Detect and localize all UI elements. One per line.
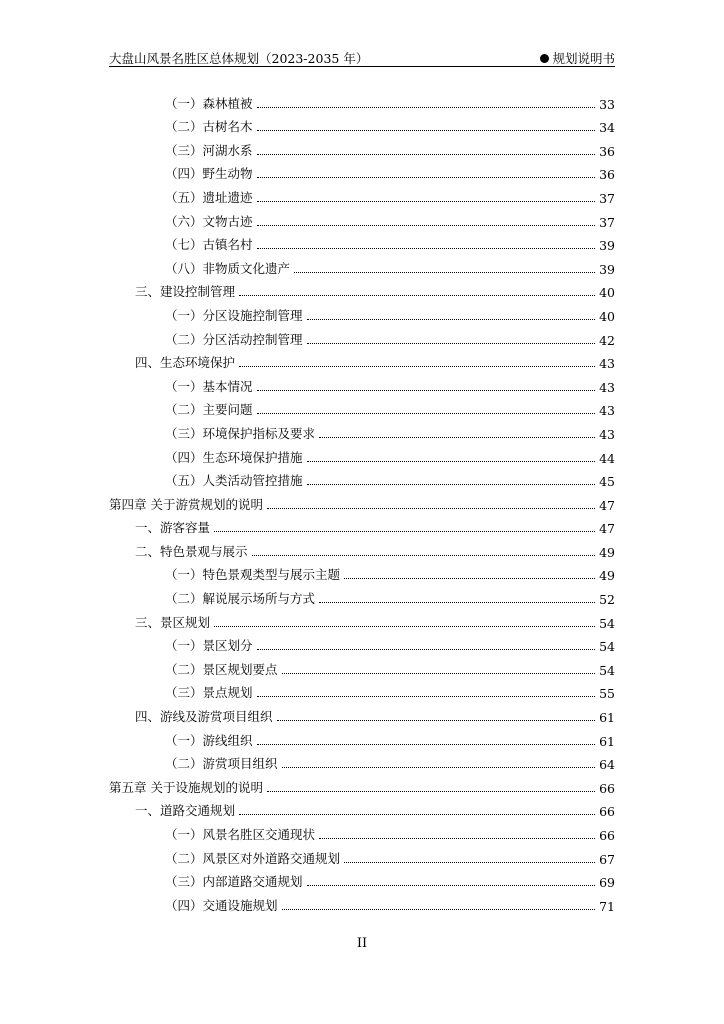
toc-entry-title: （七）古镇名村 bbox=[165, 237, 253, 253]
dot-leader bbox=[277, 720, 595, 721]
toc-entry[interactable] bbox=[109, 819, 615, 843]
toc-entry[interactable] bbox=[109, 489, 615, 513]
dot-leader bbox=[319, 602, 595, 603]
toc-entry-page: 44 bbox=[599, 450, 615, 466]
dot-leader bbox=[307, 885, 595, 886]
page-header bbox=[109, 44, 615, 67]
toc-entry-title: （八）非物质文化遗产 bbox=[165, 260, 291, 276]
dot-leader bbox=[257, 248, 595, 249]
toc-entry-page: 43 bbox=[599, 426, 615, 442]
toc-entry-title: （二）风景区对外道路交通规划 bbox=[165, 850, 341, 866]
toc-entry-title: （二）景区规划要点 bbox=[165, 661, 278, 677]
dot-leader bbox=[252, 555, 595, 556]
toc-entry[interactable] bbox=[109, 678, 615, 702]
toc-entry-title: （二）主要问题 bbox=[165, 402, 253, 418]
toc-entry[interactable] bbox=[109, 843, 615, 867]
toc-entry[interactable] bbox=[109, 796, 615, 820]
dot-leader bbox=[344, 578, 595, 579]
toc-entry-page: 61 bbox=[599, 710, 615, 726]
dot-leader bbox=[214, 626, 595, 627]
toc-entry-page: 61 bbox=[599, 733, 615, 749]
toc-entry-title: （三）河湖水系 bbox=[165, 142, 253, 158]
toc-entry-page: 49 bbox=[599, 544, 615, 560]
toc-entry-page: 54 bbox=[599, 639, 615, 655]
toc-entry[interactable] bbox=[109, 749, 615, 773]
toc-entry-page: 67 bbox=[599, 851, 615, 867]
bullet-icon bbox=[540, 54, 549, 63]
toc-entry-title: （一）游线组织 bbox=[165, 732, 253, 748]
toc-entry-title: 二、特色景观与展示 bbox=[135, 543, 248, 559]
toc-entry-page: 45 bbox=[599, 474, 615, 490]
toc-entry[interactable] bbox=[109, 182, 615, 206]
document-title: 大盘山风景名胜区总体规划（2023-2035 年） bbox=[109, 51, 369, 66]
toc-entry[interactable] bbox=[109, 135, 615, 159]
dot-leader bbox=[257, 130, 595, 131]
toc-entry[interactable] bbox=[109, 583, 615, 607]
toc-entry-title: （一）景区划分 bbox=[165, 638, 253, 654]
dot-leader bbox=[282, 909, 595, 910]
toc-entry-title: （三）环境保护指标及要求 bbox=[165, 425, 316, 441]
toc-entry-title: （一）基本情况 bbox=[165, 378, 253, 394]
dot-leader bbox=[319, 437, 595, 438]
toc-entry-title: （四）生态环境保护措施 bbox=[165, 449, 303, 465]
toc-entry-page: 36 bbox=[599, 167, 615, 183]
toc-entry-page: 66 bbox=[599, 828, 615, 843]
toc-entry-title: （二）游赏项目组织 bbox=[165, 756, 278, 772]
toc-entry-page: 49 bbox=[599, 568, 615, 584]
toc-entry[interactable] bbox=[109, 654, 615, 678]
dot-leader bbox=[214, 531, 595, 532]
dot-leader bbox=[257, 696, 595, 697]
toc-entry[interactable] bbox=[109, 607, 615, 631]
toc-entry-page: 54 bbox=[599, 662, 615, 678]
toc-entry[interactable] bbox=[109, 112, 615, 136]
dot-leader bbox=[239, 814, 595, 815]
toc-entry-title: （一）特色景观类型与展示主题 bbox=[165, 567, 341, 583]
dot-leader bbox=[307, 484, 595, 485]
toc-entry-title: （一）森林植被 bbox=[165, 95, 253, 111]
dot-leader bbox=[257, 413, 595, 414]
toc-entry-title: 四、游线及游赏项目组织 bbox=[135, 709, 273, 725]
toc-entry-title: 一、游客容量 bbox=[135, 520, 211, 536]
dot-leader bbox=[239, 295, 595, 296]
toc-entry-page: 47 bbox=[599, 521, 615, 537]
toc-entry-page: 37 bbox=[599, 214, 615, 230]
toc-entry-title: 四、生态环境保护 bbox=[135, 355, 236, 371]
page-number: II bbox=[356, 936, 368, 951]
toc-entry-title: （五）人类活动管控措施 bbox=[165, 473, 303, 489]
toc-entry-title: （一）风景名胜区交通现状 bbox=[165, 827, 316, 842]
toc-entry-title: （一）分区设施控制管理 bbox=[165, 307, 303, 323]
toc-entry-page: 42 bbox=[599, 332, 615, 348]
dot-leader bbox=[307, 461, 595, 462]
dot-leader bbox=[257, 154, 595, 155]
toc-entry-title: 三、景区规划 bbox=[135, 614, 211, 630]
toc-entry-page: 39 bbox=[599, 238, 615, 254]
toc-entry-page: 66 bbox=[599, 780, 615, 796]
dot-leader bbox=[307, 343, 595, 344]
toc-entry-page: 43 bbox=[599, 356, 615, 372]
dot-leader bbox=[307, 319, 595, 320]
toc-entry-title: （二）古树名木 bbox=[165, 119, 253, 135]
toc-entry-page: 66 bbox=[599, 804, 615, 820]
toc-entry-page: 47 bbox=[599, 497, 615, 513]
toc-entry-page: 40 bbox=[599, 285, 615, 301]
toc-entry-title: （四）野生动物 bbox=[165, 166, 253, 182]
dot-leader bbox=[344, 862, 595, 863]
toc-entry[interactable] bbox=[109, 88, 615, 112]
toc-entry[interactable] bbox=[109, 206, 615, 230]
dot-leader bbox=[257, 177, 595, 178]
toc-entry-title: （二）解说展示场所与方式 bbox=[165, 591, 316, 607]
toc-entry[interactable] bbox=[109, 772, 615, 796]
dot-leader bbox=[257, 649, 595, 650]
toc-entry-title: 三、建设控制管理 bbox=[135, 284, 236, 300]
toc-entry[interactable] bbox=[109, 371, 615, 395]
toc-entry[interactable] bbox=[109, 701, 615, 725]
toc-entry[interactable] bbox=[109, 725, 615, 749]
toc-entry-page: 54 bbox=[599, 615, 615, 631]
toc-entry[interactable] bbox=[109, 560, 615, 584]
toc-entry-title: 一、道路交通规划 bbox=[135, 803, 236, 819]
toc-entry[interactable] bbox=[109, 513, 615, 537]
dot-leader bbox=[257, 744, 595, 745]
dot-leader bbox=[282, 673, 595, 674]
toc-entry[interactable] bbox=[109, 300, 615, 324]
toc-entry[interactable] bbox=[109, 253, 615, 277]
toc-entry-page: 71 bbox=[599, 898, 615, 914]
dot-leader bbox=[257, 390, 595, 391]
section-label bbox=[540, 49, 615, 67]
toc-entry-title: （二）分区活动控制管理 bbox=[165, 331, 303, 347]
dot-leader bbox=[267, 791, 595, 792]
section-name: 规划说明书 bbox=[552, 51, 615, 66]
table-of-contents bbox=[109, 88, 615, 914]
toc-entry[interactable] bbox=[109, 890, 615, 914]
toc-entry-page: 64 bbox=[599, 757, 615, 773]
dot-leader bbox=[239, 366, 595, 367]
toc-entry-title: （三）景点规划 bbox=[165, 685, 253, 701]
toc-entry-title: （五）遗址遗迹 bbox=[165, 189, 253, 205]
toc-entry-page: 55 bbox=[599, 686, 615, 702]
toc-entry-title: （三）内部道路交通规划 bbox=[165, 874, 303, 890]
toc-entry-page: 36 bbox=[599, 143, 615, 159]
toc-entry[interactable] bbox=[109, 536, 615, 560]
toc-entry-page: 39 bbox=[599, 261, 615, 277]
toc-entry-title: 第五章 关于设施规划的说明 bbox=[109, 779, 263, 795]
toc-entry-page: 69 bbox=[599, 875, 615, 891]
toc-entry[interactable] bbox=[109, 324, 615, 348]
toc-entry-page: 43 bbox=[599, 379, 615, 395]
toc-entry[interactable] bbox=[109, 466, 615, 490]
toc-entry[interactable] bbox=[109, 631, 615, 655]
toc-entry-title: 第四章 关于游赏规划的说明 bbox=[109, 496, 263, 512]
dot-leader bbox=[282, 767, 595, 768]
toc-entry-title: （六）文物古迹 bbox=[165, 213, 253, 229]
toc-entry[interactable] bbox=[109, 395, 615, 419]
toc-entry[interactable] bbox=[109, 348, 615, 372]
dot-leader bbox=[257, 107, 595, 108]
toc-entry-title: （四）交通设施规划 bbox=[165, 897, 278, 913]
toc-entry[interactable] bbox=[109, 230, 615, 254]
dot-leader bbox=[257, 225, 595, 226]
toc-entry-page: 43 bbox=[599, 403, 615, 419]
toc-entry[interactable] bbox=[109, 159, 615, 183]
toc-entry-page: 37 bbox=[599, 190, 615, 206]
toc-entry-page: 34 bbox=[599, 120, 615, 136]
dot-leader bbox=[294, 272, 595, 273]
toc-entry[interactable] bbox=[109, 442, 615, 466]
toc-entry[interactable] bbox=[109, 277, 615, 301]
toc-entry[interactable] bbox=[109, 867, 615, 891]
toc-entry-page: 52 bbox=[599, 592, 615, 608]
toc-entry-page: 40 bbox=[599, 308, 615, 324]
toc-entry[interactable] bbox=[109, 418, 615, 442]
dot-leader bbox=[267, 508, 595, 509]
dot-leader bbox=[319, 838, 595, 839]
toc-entry-page: 33 bbox=[599, 96, 615, 112]
dot-leader bbox=[257, 201, 595, 202]
